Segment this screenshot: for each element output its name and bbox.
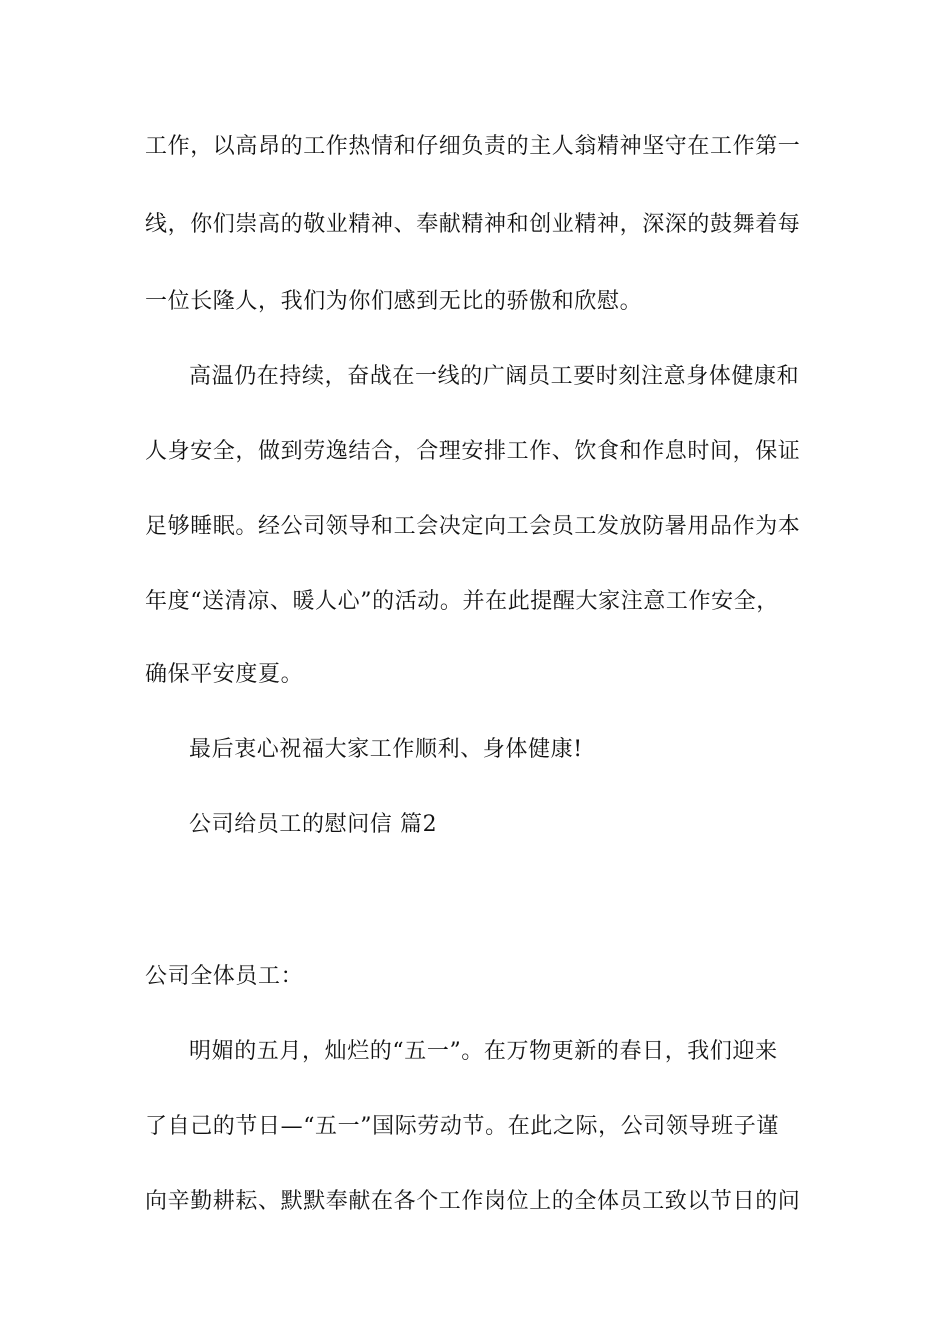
paragraph-line: 明媚的五月，灿烂的“五一”。在万物更新的春日，我们迎来 [189, 1039, 778, 1064]
paragraph-line: 向辛勤耕耘、默默奉献在各个工作岗位上的全体员工致以节日的问 [145, 1189, 801, 1214]
paragraph-line: 人身安全，做到劳逸结合，合理安排工作、饮食和作息时间，保证 [145, 439, 801, 464]
paragraph-line: 确保平安度夏。 [145, 662, 304, 687]
paragraph-line: 高温仍在持续，奋战在一线的广阔员工要时刻注意身体健康和 [189, 364, 800, 389]
paragraph-line: 年度“送清凉、暖人心”的活动。并在此提醒大家注意工作安全， [145, 589, 779, 614]
paragraph-line: 一位长隆人，我们为你们感到无比的骄傲和欣慰。 [145, 289, 643, 314]
paragraph-line: 足够睡眠。经公司领导和工会决定向工会员工发放防暑用品作为本 [145, 514, 801, 539]
closing-wish: 最后衷心祝福大家工作顺利、身体健康! [189, 737, 583, 762]
section-heading: 公司给员工的慰问信 篇2 [189, 812, 438, 837]
paragraph-line: 线，你们崇高的敬业精神、奉献精神和创业精神，深深的鼓舞着每 [145, 212, 801, 237]
paragraph-line: 工作，以高昂的工作热情和仔细负责的主人翁精神坚守在工作第一 [145, 134, 801, 159]
paragraph-line: 了自己的节日—“五一”国际劳动节。在此之际，公司领导班子谨 [145, 1114, 779, 1139]
salutation: 公司全体员工： [145, 964, 304, 989]
